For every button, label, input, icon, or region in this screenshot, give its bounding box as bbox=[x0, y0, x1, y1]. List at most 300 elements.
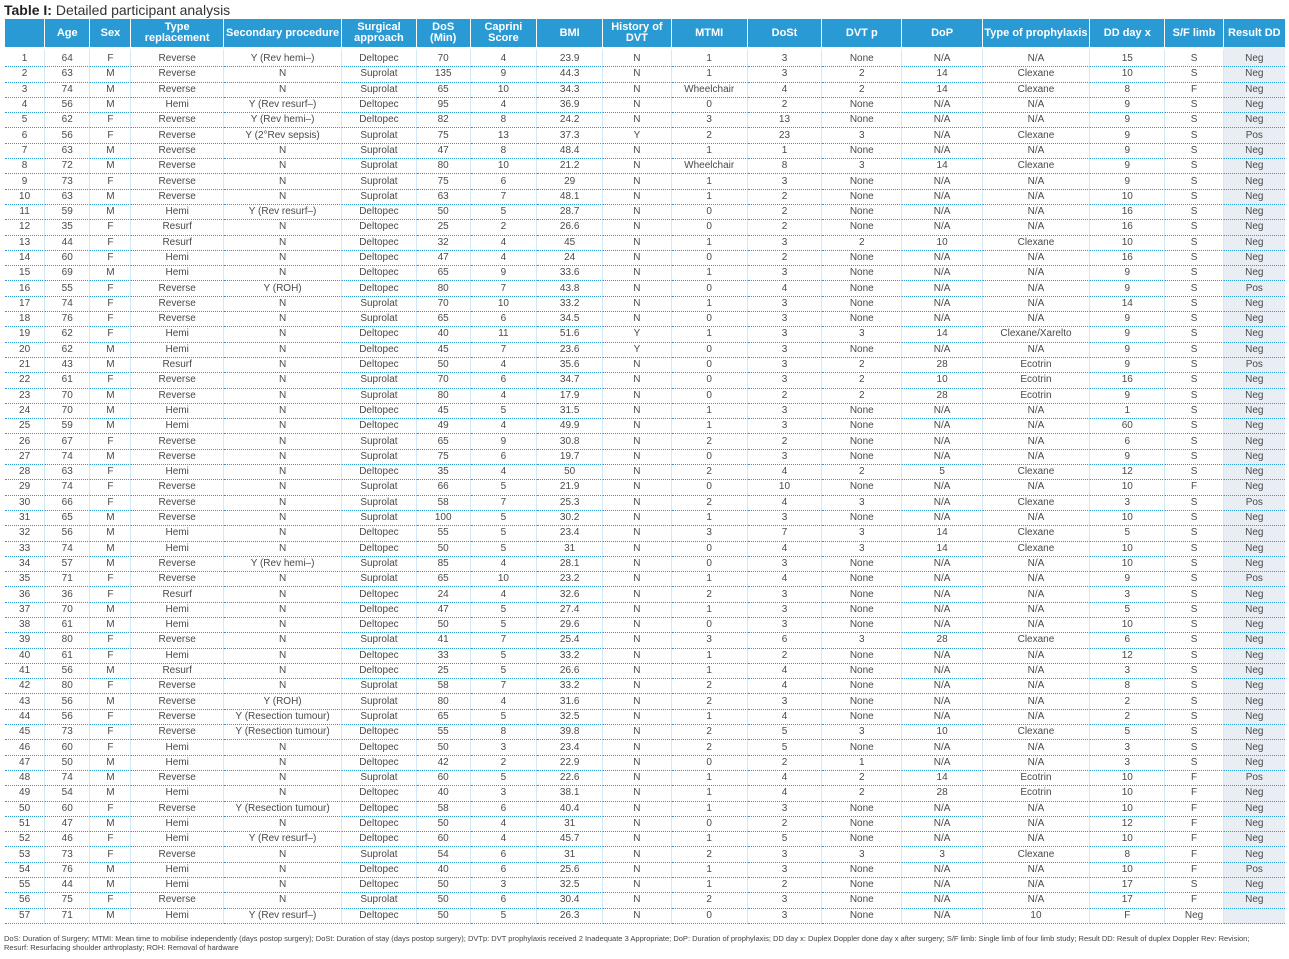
table-cell: 24 bbox=[417, 587, 471, 602]
table-cell: N/A bbox=[902, 832, 982, 847]
table-cell: Hemi bbox=[131, 740, 223, 755]
table-cell: N bbox=[603, 832, 671, 847]
table-cell: 58 bbox=[417, 679, 471, 694]
table-cell: 5 bbox=[471, 542, 537, 557]
table-cell: N bbox=[603, 756, 671, 771]
table-cell: N/A bbox=[902, 664, 982, 679]
table-cell: 9 bbox=[1090, 266, 1165, 281]
table-cell: N/A bbox=[983, 664, 1090, 679]
table-cell: 28 bbox=[902, 633, 982, 648]
table-cell: N bbox=[603, 725, 671, 740]
table-cell: N/A bbox=[902, 220, 982, 235]
table-cell: 6 bbox=[471, 373, 537, 388]
table-cell: 35 bbox=[417, 465, 471, 480]
table-cell: Reverse bbox=[131, 67, 223, 82]
table-cell: 5 bbox=[748, 725, 822, 740]
table-cell: None bbox=[822, 832, 902, 847]
table-cell: Neg bbox=[1224, 618, 1285, 633]
table-cell: 5 bbox=[902, 465, 982, 480]
footnote-line-2: Resurf: Resurfacing shoulder arthroplasty; ROH: Removal of hardware bbox=[4, 942, 239, 952]
table-cell: N bbox=[224, 236, 342, 251]
table-cell: Suprolat bbox=[342, 557, 416, 572]
table-cell: 32.5 bbox=[537, 710, 603, 725]
table-cell: 10 bbox=[5, 190, 45, 205]
table-cell: N/A bbox=[983, 205, 1090, 220]
table-cell: F bbox=[90, 128, 131, 143]
table-cell: 25 bbox=[5, 419, 45, 434]
table-cell: S bbox=[1165, 465, 1223, 480]
table-cell: Deltopec bbox=[342, 909, 416, 924]
table-cell: N bbox=[224, 251, 342, 266]
table-cell: M bbox=[90, 756, 131, 771]
table-row bbox=[5, 419, 1285, 434]
table-cell: 0 bbox=[672, 817, 748, 832]
table-cell: N bbox=[224, 450, 342, 465]
table-cell: S bbox=[1165, 47, 1223, 67]
table-cell: F bbox=[1165, 83, 1223, 98]
table-cell: 9 bbox=[1090, 281, 1165, 296]
table-cell: Hemi bbox=[131, 878, 223, 893]
table-cell: 30.8 bbox=[537, 434, 603, 449]
table-cell: F bbox=[90, 740, 131, 755]
table-cell: N bbox=[224, 373, 342, 388]
table-cell: 6 bbox=[471, 802, 537, 817]
table-cell: 2 bbox=[748, 649, 822, 664]
table-cell: 36.9 bbox=[537, 98, 603, 113]
table-cell: 135 bbox=[417, 67, 471, 82]
table-cell: N bbox=[603, 159, 671, 174]
table-cell: 1 bbox=[672, 190, 748, 205]
table-cell: N bbox=[603, 603, 671, 618]
table-cell: N/A bbox=[902, 740, 982, 755]
table-cell: Deltopec bbox=[342, 802, 416, 817]
table-cell: 2 bbox=[471, 756, 537, 771]
table-cell: Neg bbox=[1224, 205, 1285, 220]
table-cell: 2 bbox=[672, 128, 748, 143]
table-cell: S bbox=[1165, 343, 1223, 358]
table-cell: Neg bbox=[1224, 236, 1285, 251]
table-cell: 71 bbox=[45, 572, 90, 587]
table-cell: M bbox=[90, 144, 131, 159]
table-cell: Neg bbox=[1224, 679, 1285, 694]
table-cell: 55 bbox=[45, 281, 90, 296]
table-cell: N bbox=[224, 174, 342, 189]
table-cell: Hemi bbox=[131, 863, 223, 878]
table-cell: 48 bbox=[5, 771, 45, 786]
table-cell: Pos bbox=[1224, 572, 1285, 587]
table-cell: 43.8 bbox=[537, 281, 603, 296]
table-cell: Neg bbox=[1224, 817, 1285, 832]
table-cell: 3 bbox=[822, 725, 902, 740]
table-cell: Suprolat bbox=[342, 297, 416, 312]
table-row bbox=[5, 557, 1285, 572]
table-cell: None bbox=[822, 664, 902, 679]
table-cell: S bbox=[1165, 281, 1223, 296]
table-cell: 36 bbox=[5, 587, 45, 602]
table-cell: N bbox=[224, 587, 342, 602]
table-cell: 27 bbox=[5, 450, 45, 465]
table-cell: 45 bbox=[537, 236, 603, 251]
table-row bbox=[5, 542, 1285, 557]
table-cell: N/A bbox=[983, 98, 1090, 113]
table-cell: 25.4 bbox=[537, 633, 603, 648]
table-cell: Reverse bbox=[131, 83, 223, 98]
table-cell: N/A bbox=[902, 281, 982, 296]
table-row bbox=[5, 633, 1285, 648]
table-cell: 30.2 bbox=[537, 511, 603, 526]
table-row bbox=[5, 434, 1285, 449]
table-cell: 65 bbox=[417, 572, 471, 587]
table-cell: M bbox=[90, 817, 131, 832]
table-row bbox=[5, 618, 1285, 633]
table-cell: 21.2 bbox=[537, 159, 603, 174]
table-cell: 13 bbox=[471, 128, 537, 143]
table-cell: 3 bbox=[822, 526, 902, 541]
table-cell: None bbox=[822, 113, 902, 128]
table-cell: Neg bbox=[1224, 878, 1285, 893]
table-cell: 37.3 bbox=[537, 128, 603, 143]
table-cell: N bbox=[224, 771, 342, 786]
table-cell: N bbox=[224, 786, 342, 801]
table-cell: N bbox=[603, 83, 671, 98]
table-cell: 62 bbox=[45, 113, 90, 128]
table-cell: 28 bbox=[902, 358, 982, 373]
table-cell: Reverse bbox=[131, 174, 223, 189]
table-cell: S bbox=[1165, 190, 1223, 205]
table-cell: Deltopec bbox=[342, 878, 416, 893]
table-cell: 7 bbox=[471, 633, 537, 648]
table-cell: 14 bbox=[1090, 297, 1165, 312]
table-cell: 6 bbox=[5, 128, 45, 143]
table-cell: 10 bbox=[902, 236, 982, 251]
table-cell: 3 bbox=[1090, 740, 1165, 755]
table-cell: N bbox=[603, 863, 671, 878]
table-cell: 4 bbox=[748, 710, 822, 725]
table-cell: 3 bbox=[822, 633, 902, 648]
table-cell: N bbox=[603, 679, 671, 694]
table-cell: Reverse bbox=[131, 159, 223, 174]
table-cell: 6 bbox=[471, 863, 537, 878]
table-cell: 32 bbox=[5, 526, 45, 541]
table-cell: Suprolat bbox=[342, 511, 416, 526]
table-cell: N bbox=[603, 205, 671, 220]
table-cell: N/A bbox=[902, 144, 982, 159]
table-cell: 10 bbox=[471, 159, 537, 174]
table-row bbox=[5, 251, 1285, 266]
table-cell: 2 bbox=[822, 771, 902, 786]
table-cell: N/A bbox=[902, 266, 982, 281]
table-cell: 3 bbox=[748, 67, 822, 82]
table-cell: 76 bbox=[45, 863, 90, 878]
table-cell: N bbox=[224, 190, 342, 205]
table-cell: Ecotrin bbox=[983, 373, 1090, 388]
table-cell: 48.4 bbox=[537, 144, 603, 159]
table-cell: N/A bbox=[902, 98, 982, 113]
table-cell: M bbox=[90, 542, 131, 557]
table-cell: 2 bbox=[471, 220, 537, 235]
table-cell: 10 bbox=[1090, 511, 1165, 526]
table-cell: Hemi bbox=[131, 266, 223, 281]
table-cell: N bbox=[603, 557, 671, 572]
table-cell: 3 bbox=[748, 603, 822, 618]
table-cell: 74 bbox=[45, 83, 90, 98]
table-cell: N bbox=[224, 312, 342, 327]
table-cell: M bbox=[90, 450, 131, 465]
table-cell: N/A bbox=[902, 863, 982, 878]
table-cell: 1 bbox=[822, 756, 902, 771]
table-cell: S bbox=[1165, 756, 1223, 771]
table-cell: 47 bbox=[417, 603, 471, 618]
table-row bbox=[5, 496, 1285, 511]
table-cell: Deltopec bbox=[342, 266, 416, 281]
table-cell: N bbox=[603, 893, 671, 908]
table-cell: M bbox=[90, 878, 131, 893]
table-cell: 11 bbox=[471, 327, 537, 342]
table-cell: S bbox=[1165, 572, 1223, 587]
table-cell: Suprolat bbox=[342, 480, 416, 495]
table-cell: 14 bbox=[5, 251, 45, 266]
table-cell: Suprolat bbox=[342, 496, 416, 511]
table-cell: Neg bbox=[1224, 343, 1285, 358]
table-cell: Reverse bbox=[131, 572, 223, 587]
table-cell: 9 bbox=[1090, 358, 1165, 373]
table-cell: N/A bbox=[983, 281, 1090, 296]
table-cell: 15 bbox=[1090, 47, 1165, 67]
table-cell: 44.3 bbox=[537, 67, 603, 82]
table-cell: 51 bbox=[5, 817, 45, 832]
table-cell: Deltopec bbox=[342, 98, 416, 113]
table-cell: M bbox=[90, 419, 131, 434]
table-body bbox=[5, 47, 1285, 924]
table-cell: 32.5 bbox=[537, 878, 603, 893]
table-cell: N/A bbox=[983, 587, 1090, 602]
table-cell: Reverse bbox=[131, 511, 223, 526]
table-cell: N/A bbox=[983, 756, 1090, 771]
table-cell: 44 bbox=[45, 878, 90, 893]
table-cell: None bbox=[822, 312, 902, 327]
table-row bbox=[5, 113, 1285, 128]
table-cell: 70 bbox=[45, 603, 90, 618]
table-cell: 23.2 bbox=[537, 572, 603, 587]
table-cell: 4 bbox=[748, 664, 822, 679]
table-cell: 0 bbox=[672, 251, 748, 266]
table-cell: Suprolat bbox=[342, 893, 416, 908]
table-cell: Reverse bbox=[131, 710, 223, 725]
table-cell: Deltopec bbox=[342, 756, 416, 771]
table-cell: 55 bbox=[417, 526, 471, 541]
table-cell: 0 bbox=[672, 281, 748, 296]
table-cell: S bbox=[1165, 159, 1223, 174]
table-cell: Ecotrin bbox=[983, 389, 1090, 404]
table-cell: N bbox=[603, 297, 671, 312]
table-cell: Neg bbox=[1224, 373, 1285, 388]
table-cell: Neg bbox=[1224, 893, 1285, 908]
table-cell: 3 bbox=[748, 327, 822, 342]
table-cell: S bbox=[1165, 511, 1223, 526]
table-cell: Hemi bbox=[131, 343, 223, 358]
table-cell: Neg bbox=[1224, 847, 1285, 862]
table-cell: 4 bbox=[748, 572, 822, 587]
table-cell: Ecotrin bbox=[983, 771, 1090, 786]
table-cell: S bbox=[1165, 389, 1223, 404]
table-cell: None bbox=[822, 618, 902, 633]
table-cell: 3 bbox=[822, 542, 902, 557]
table-cell: 17.9 bbox=[537, 389, 603, 404]
column-header: DoSt bbox=[748, 19, 822, 47]
table-cell: 50 bbox=[417, 358, 471, 373]
table-cell: 17 bbox=[1090, 893, 1165, 908]
table-cell: Y (Resection tumour) bbox=[224, 725, 342, 740]
table-cell: N/A bbox=[983, 694, 1090, 709]
table-cell: S bbox=[1165, 373, 1223, 388]
table-cell: 5 bbox=[471, 511, 537, 526]
table-cell: 2 bbox=[672, 847, 748, 862]
table-row bbox=[5, 327, 1285, 342]
table-cell: 14 bbox=[902, 771, 982, 786]
table-row bbox=[5, 220, 1285, 235]
table-cell: F bbox=[1165, 847, 1223, 862]
table-cell: M bbox=[90, 664, 131, 679]
table-cell: 29 bbox=[537, 174, 603, 189]
table-cell: 49.9 bbox=[537, 419, 603, 434]
table-cell: 70 bbox=[45, 389, 90, 404]
table-cell: 3 bbox=[748, 312, 822, 327]
table-cell: 7 bbox=[748, 526, 822, 541]
table-cell: 21 bbox=[5, 358, 45, 373]
table-cell: 6 bbox=[1090, 434, 1165, 449]
table-cell: Neg bbox=[1224, 725, 1285, 740]
table-cell: 2 bbox=[672, 434, 748, 449]
table-cell: 23.4 bbox=[537, 740, 603, 755]
table-cell: 4 bbox=[471, 465, 537, 480]
table-cell: None bbox=[822, 679, 902, 694]
table-cell: 65 bbox=[417, 434, 471, 449]
table-cell: N bbox=[603, 878, 671, 893]
table-cell: Deltopec bbox=[342, 649, 416, 664]
table-cell: Neg bbox=[1224, 83, 1285, 98]
table-cell: 73 bbox=[45, 725, 90, 740]
table-cell: None bbox=[822, 251, 902, 266]
table-cell: N/A bbox=[902, 496, 982, 511]
table-cell: M bbox=[90, 190, 131, 205]
table-cell: N bbox=[603, 542, 671, 557]
table-cell: 40 bbox=[417, 863, 471, 878]
table-cell: 2 bbox=[822, 786, 902, 801]
table-cell: None bbox=[822, 694, 902, 709]
table-cell: Reverse bbox=[131, 281, 223, 296]
table-cell: 15 bbox=[5, 266, 45, 281]
table-cell: 57 bbox=[45, 557, 90, 572]
table-cell: M bbox=[90, 694, 131, 709]
table-cell: 2 bbox=[672, 694, 748, 709]
table-cell: N/A bbox=[902, 450, 982, 465]
column-header: History of DVT bbox=[603, 19, 671, 47]
table-cell: 5 bbox=[471, 664, 537, 679]
table-cell: 50 bbox=[417, 542, 471, 557]
table-cell: 34.5 bbox=[537, 312, 603, 327]
table-cell: F bbox=[1165, 863, 1223, 878]
table-cell: 9 bbox=[1090, 128, 1165, 143]
table-cell: 14 bbox=[902, 526, 982, 541]
table-cell: Neg bbox=[1224, 419, 1285, 434]
table-row bbox=[5, 587, 1285, 602]
table-cell: 9 bbox=[471, 434, 537, 449]
table-cell: N bbox=[603, 67, 671, 82]
table-cell: F bbox=[90, 480, 131, 495]
table-cell: 20 bbox=[5, 343, 45, 358]
table-row bbox=[5, 98, 1285, 113]
table-cell: Neg bbox=[1224, 694, 1285, 709]
table-cell: 58 bbox=[417, 802, 471, 817]
table-cell: 56 bbox=[45, 710, 90, 725]
table-cell: 44 bbox=[45, 236, 90, 251]
table-cell: F bbox=[1165, 771, 1223, 786]
table-cell: Reverse bbox=[131, 679, 223, 694]
table-cell: N bbox=[224, 389, 342, 404]
table-cell: Neg bbox=[1224, 190, 1285, 205]
table-cell: Neg bbox=[1224, 603, 1285, 618]
table-row bbox=[5, 694, 1285, 709]
table-cell: S bbox=[1165, 664, 1223, 679]
table-cell: 38 bbox=[5, 618, 45, 633]
table-cell: N bbox=[603, 450, 671, 465]
table-cell: N/A bbox=[902, 710, 982, 725]
table-cell: F bbox=[90, 251, 131, 266]
table-cell: Neg bbox=[1224, 802, 1285, 817]
table-cell: 26.6 bbox=[537, 220, 603, 235]
table-row bbox=[5, 343, 1285, 358]
table-cell: 65 bbox=[417, 266, 471, 281]
table-cell: Neg bbox=[1224, 174, 1285, 189]
table-cell: Suprolat bbox=[342, 694, 416, 709]
table-cell: 2 bbox=[748, 190, 822, 205]
table-cell: 3 bbox=[748, 557, 822, 572]
table-cell: 3 bbox=[748, 802, 822, 817]
table-cell: 22.9 bbox=[537, 756, 603, 771]
table-cell: 3 bbox=[748, 847, 822, 862]
table-cell: 64 bbox=[45, 47, 90, 67]
table-cell: N bbox=[224, 144, 342, 159]
table-cell: 3 bbox=[748, 893, 822, 908]
table-cell: 10 bbox=[1090, 67, 1165, 82]
table-cell: None bbox=[822, 450, 902, 465]
table-cell: N/A bbox=[983, 511, 1090, 526]
table-cell: S bbox=[1165, 297, 1223, 312]
table-cell: Hemi bbox=[131, 649, 223, 664]
table-cell: 82 bbox=[417, 113, 471, 128]
table-cell: 9 bbox=[1090, 98, 1165, 113]
table-cell: 14 bbox=[902, 542, 982, 557]
table-cell: 61 bbox=[45, 373, 90, 388]
table-cell: 9 bbox=[1090, 312, 1165, 327]
table-cell: Neg bbox=[1224, 664, 1285, 679]
table-cell: 25.3 bbox=[537, 496, 603, 511]
table-cell: F bbox=[90, 327, 131, 342]
table-cell: 61 bbox=[45, 649, 90, 664]
table-cell: 80 bbox=[417, 159, 471, 174]
table-cell: 40.4 bbox=[537, 802, 603, 817]
table-cell: Neg bbox=[1224, 526, 1285, 541]
table-cell: Neg bbox=[1224, 480, 1285, 495]
table-cell: 4 bbox=[748, 83, 822, 98]
table-cell: 14 bbox=[902, 67, 982, 82]
table-cell: 4 bbox=[471, 694, 537, 709]
table-cell: None bbox=[822, 174, 902, 189]
table-cell: M bbox=[90, 557, 131, 572]
table-cell: 9 bbox=[1090, 343, 1165, 358]
table-cell: 5 bbox=[748, 740, 822, 755]
table-cell: 24.2 bbox=[537, 113, 603, 128]
